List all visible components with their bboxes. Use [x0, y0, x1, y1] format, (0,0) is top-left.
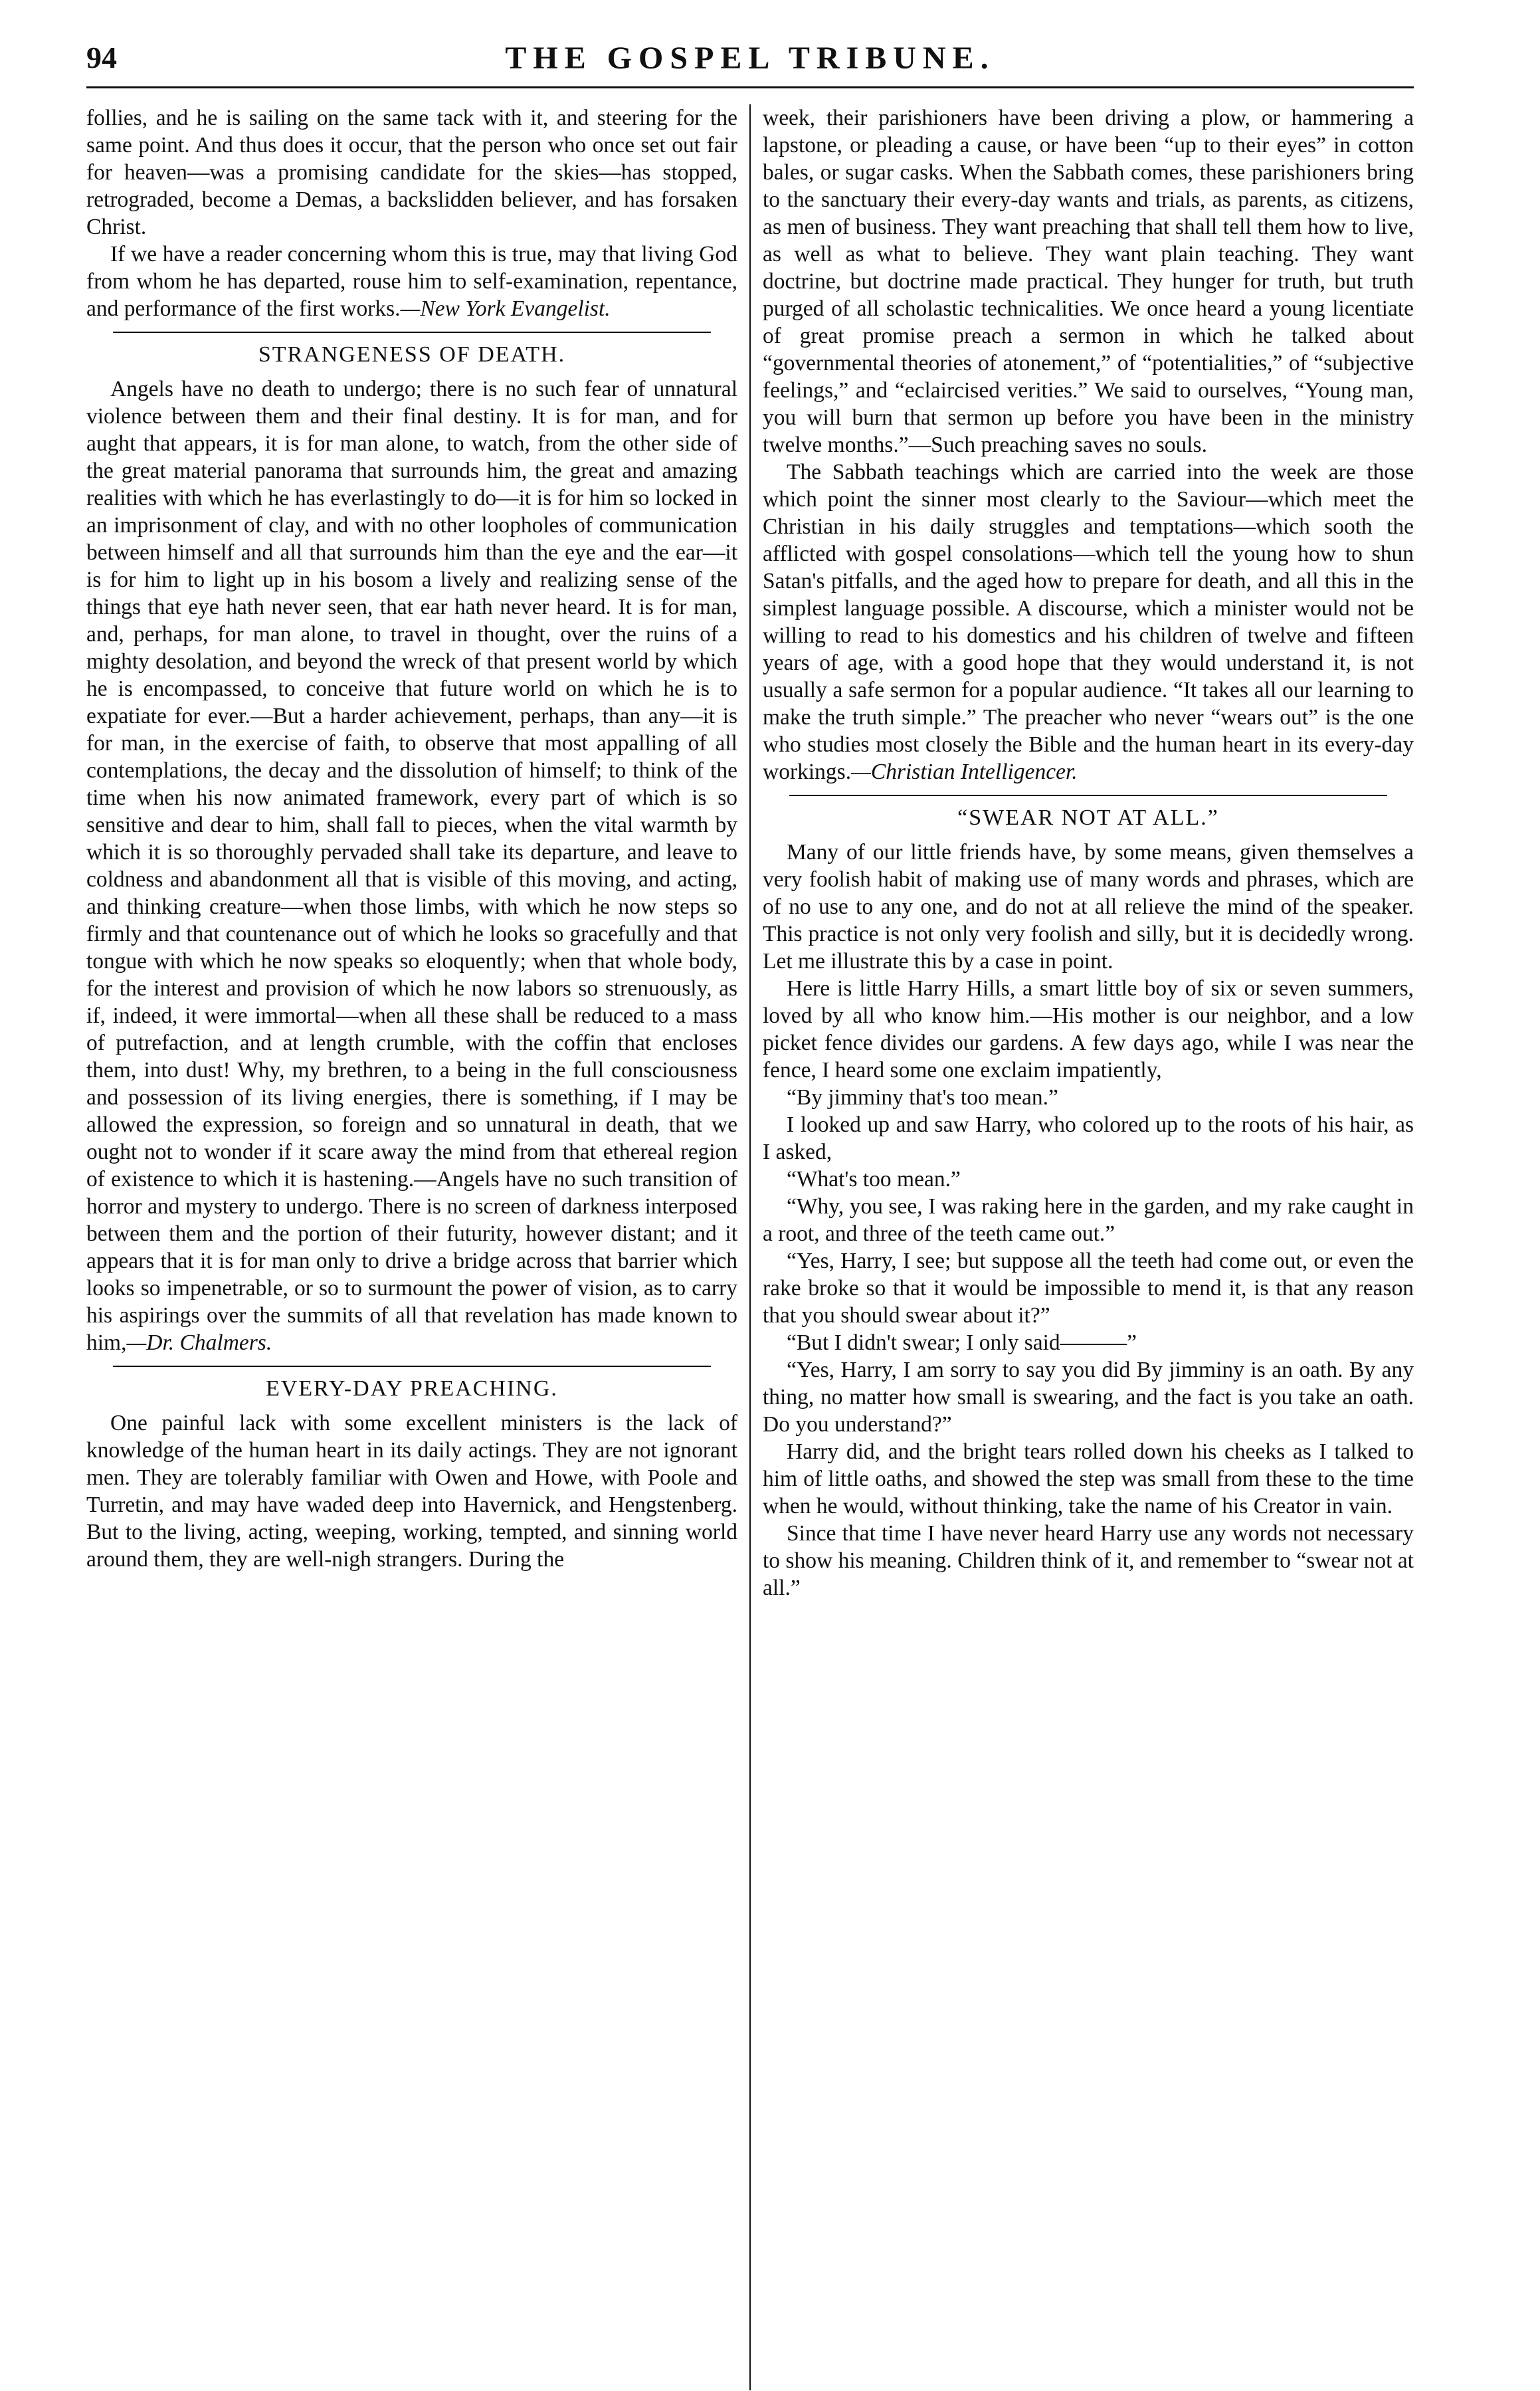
article-text: Harry did, and the bright tears rolled down his cheeks as I talked to him of little oaths, and showed the step was small from these to the time when he would, without thinking, take the name of his Creator in vain.	[763, 1439, 1414, 1518]
article-text: “Yes, Harry, I am sorry to say you did By jimminy is an oath. By any thing, no matter how small is swearing, and the fact is you take an oath. Do you understand?”	[763, 1358, 1414, 1437]
article-text: Many of our little friends have, by some means, given themselves a very foolish habit of making use of many words and phrases, which are of no use to any one, and do not at all relieve the mind of the speaker. This practice is not only very foolish and silly, but it is decidedly wrong. Let me illustrate this by a case in point.	[763, 840, 1414, 974]
article-text: “What's too mean.”	[787, 1167, 961, 1192]
article-heading: EVERY-DAY PREACHING.	[266, 1376, 558, 1401]
source-credit: —Christian Intelligencer.	[851, 760, 1078, 784]
source-credit: —Dr. Chalmers.	[126, 1330, 272, 1355]
article-heading: STRANGENESS OF DEATH.	[258, 342, 566, 367]
left-column	[86, 104, 749, 2390]
section-divider	[113, 332, 711, 333]
page-number: 94	[86, 41, 117, 74]
section-divider	[113, 1366, 711, 1367]
article-text: Angels have no death to undergo; there is no such fear of unnatural violence between them and their final destiny. It is for man, and for aught that appears, it is for man alone, to watch, from the other side of the great material panorama that surrounds him, the great and amazing realities with which he has everlastingly to do—it is for him so locked in an imprisonment of clay, and with no other loopholes of communication between himself and all that surrounds him than the eye and the ear—it is for him to light up in his bosom a lively and realizing sense of the things that eye hath never seen, that ear hath never heard. It is for man, and, perhaps, for man alone, to travel in thought, over the ruins of a mighty desolation, and beyond the wreck of that present world by which he is encompassed, to conceive that future world on which he is to expatiate for ever.—But a harder achievement, perhaps, than any—it is for man, in the exercise of faith, to observe that most appalling of all contemplations, the decay and the dissolution of himself; to think of the time when his now animated framework, every part of which is so sensitive and dear to him, shall fall to pieces, when the vital warmth by which it is so thoroughly pervaded shall take its departure, and leave to coldness and abandonment all that is visible of this moving, and acting, and thinking creature—when those limbs, with which he now steps so firmly and that countenance out of which he looks so gracefully and that tongue with which he now speaks so eloquently; when that whole body, for the interest and provision of which he now labors so strenuously, as if, indeed, it were immortal—when all these shall be reduced to a mass of putrefaction, and at length crumble, with the coffin that encloses them, into dust! Why, my brethren, to a being in the full consciousness and possession of its living energies, there is something, if I may be allowed the expression, so foreign and so unnatural in death, that we ought not to wonder if it scare away the mind from that ethereal region of existence to which it is hastening.—Angels have no such transition of horror and mystery to undergo. There is no screen of darkness interposed between them and the portion of their futurity, however distant; and it appears that it is for man only to drive a bridge across that barrier which looks so impenetrable, or so to surmount the power of vision, as to carry his aspirings over the summits of all that revelation has made known to him,—Dr. Chalmers.	[86, 377, 737, 1355]
article-text: “Why, you see, I was raking here in the garden, and my rake caught in a root, and three of the teeth came out.”	[763, 1194, 1414, 1246]
masthead-title: THE GOSPEL TRIBUNE.	[505, 41, 995, 76]
article-text: “Yes, Harry, I see; but suppose all the teeth had come out, or even the rake broke so that it would be impossible to mend it, is that any reason that you should swear about it?”	[763, 1249, 1414, 1328]
page-header	[86, 40, 1414, 88]
source-credit: —New York Evangelist.	[400, 296, 611, 321]
article-text: The Sabbath teachings which are carried into the week are those which point the sinner most clearly to the Saviour—which meet the Christian in his daily struggles and temptations—which sooth the afflicted with gospel consolations—which tell the young how to shun Satan's pitfalls, and the aged how to prepare for death, and all this in the simplest language possible. A discourse, which a minister would not be willing to read to his domestics and his children of twelve and fifteen years of age, with a good hope that they would understand it, is not usually a safe sermon for a popular audience. “It takes all our learning to make the truth simple.” The preacher who never “wears out” is the one who studies most closely the Bible and the human heart in its every-day workings.—Christian Intelligencer.	[763, 460, 1414, 784]
article-text: follies, and he is sailing on the same tack with it, and steering for the same point. And thus does it occur, that the person who once set out fair for heaven—was a promising candidate for the skies—has stopped, retrograded, become a Demas, a backslidden believer, and has forsaken Christ.	[86, 106, 737, 239]
article-heading: “SWEAR NOT AT ALL.”	[957, 805, 1219, 830]
article-text: I looked up and saw Harry, who colored up to the roots of his hair, as I asked,	[763, 1112, 1414, 1164]
article-text: “But I didn't swear; I only said———”	[787, 1330, 1137, 1355]
article-text: week, their parishioners have been driving a plow, or hammering a lapstone, or pleading a cause, or have been “up to their eyes” in cotton bales, or sugar casks. When the Sabbath comes, these parishioners bring to the sanctuary their every-day wants and trials, as parents, as citizens, as men of business. They want preaching that shall tell them how to live, as well as what to believe. They want plain teaching. They want doctrine, but doctrine made practical. They hunger for truth, but truth purged of all scholastic technicalities. We once heard a young licentiate of great promise preach a sermon in which he talked about “governmental theories of atonement,” of “potentialities,” of “subjective feelings,” and “eclaircised verities.” We said to ourselves, “Young man, you will burn that sermon up before you have been in the ministry twelve months.”—Such preaching saves no souls.	[763, 106, 1414, 457]
article-text: If we have a reader concerning whom this is true, may that living God from whom he has departed, rouse him to self-examination, repentance, and performance of the first works.—New York Evangelist.	[86, 242, 737, 321]
article-columns	[86, 104, 1414, 2390]
right-column	[751, 104, 1414, 2390]
article-text: “By jimminy that's too mean.”	[787, 1085, 1058, 1110]
article-text: One painful lack with some excellent ministers is the lack of knowledge of the human heart in its daily actings. They are not ignorant men. They are tolerably familiar with Owen and Howe, with Poole and Turretin, and may have waded deep into Havernick, and Hengstenberg. But to the living, acting, weeping, working, tempted, and sinning world around them, they are well-nigh strangers. During the	[86, 1411, 737, 1572]
section-divider	[789, 795, 1387, 796]
article-text: Since that time I have never heard Harry use any words not necessary to show his meaning. Children think of it, and remember to “swear not at all.”	[763, 1521, 1414, 1600]
article-text: Here is little Harry Hills, a smart little boy of six or seven summers, loved by all who know him.—His mother is our neighbor, and a low picket fence divides our gardens. A few days ago, while I was near the fence, I heard some one exclaim impatiently,	[763, 976, 1414, 1083]
